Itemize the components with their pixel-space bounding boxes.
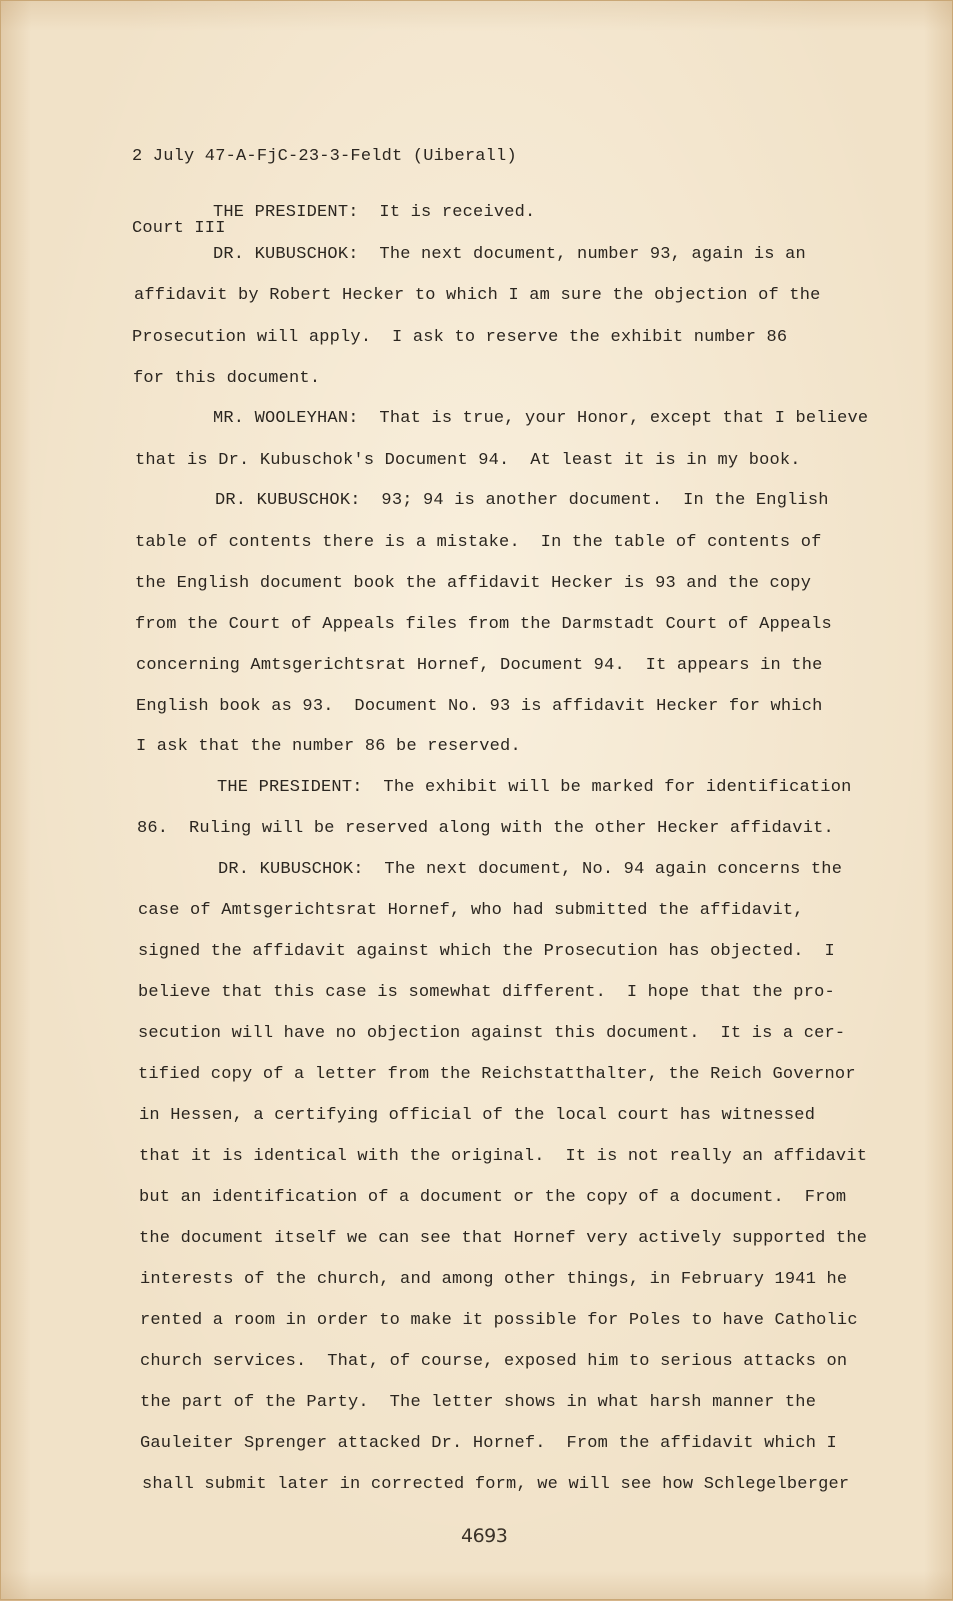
header-line-court: Court III — [132, 219, 226, 238]
transcript-line: 86. Ruling will be reserved along with the other Hecker affidavit. — [137, 819, 834, 838]
transcript-line: that it is identical with the original. It is not really an affidavit — [139, 1147, 868, 1166]
transcript-line: MR. WOOLEYHAN: That is true, your Honor, except that I believe — [213, 409, 869, 428]
transcript-line: I ask that the number 86 be reserved. — [136, 737, 521, 756]
transcript-line: THE PRESIDENT: The exhibit will be marked for identification — [217, 778, 852, 797]
transcript-line: in Hessen, a certifying official of the local court has witnessed — [139, 1106, 816, 1125]
transcript-line: DR. KUBUSCHOK: The next document, number 93, again is an — [213, 245, 806, 264]
transcript-line: the English document book the affidavit Hecker is 93 and the copy — [135, 574, 812, 593]
transcript-line: the part of the Party. The letter shows in what harsh manner the — [140, 1393, 817, 1412]
transcript-line: THE PRESIDENT: It is received. — [213, 203, 536, 222]
transcript-line: tified copy of a letter from the Reichstatthalter, the Reich Governor — [138, 1065, 856, 1084]
transcript-line: Prosecution will apply. I ask to reserve the exhibit number 86 — [132, 328, 788, 347]
transcript-line: English book as 93. Document No. 93 is affidavit Hecker for which — [136, 697, 823, 716]
transcript-line: signed the affidavit against which the Prosecution has objected. I — [138, 942, 835, 961]
transcript-line: secution will have no objection against this document. It is a cer- — [138, 1024, 846, 1043]
transcript-line: DR. KUBUSCHOK: The next document, No. 94 again concerns the — [218, 860, 843, 879]
transcript-line: table of contents there is a mistake. In the table of contents of — [135, 533, 822, 552]
transcript-line: from the Court of Appeals files from the Darmstadt Court of Appeals — [135, 615, 832, 634]
transcript-body — [1, 1, 953, 1601]
transcript-line: case of Amtsgerichtsrat Hornef, who had submitted the affidavit, — [138, 901, 804, 920]
transcript-line: concerning Amtsgerichtsrat Hornef, Document 94. It appears in the — [136, 656, 823, 675]
transcript-line: believe that this case is somewhat different. I hope that the pro- — [138, 983, 835, 1002]
transcript-line: shall submit later in corrected form, we will see how Schlegelberger — [142, 1475, 850, 1494]
page-number: 4693 — [461, 1525, 508, 1547]
header-line-date-reference: 2 July 47-A-FjC-23-3-Feldt (Uiberall) — [132, 147, 517, 166]
transcript-line: interests of the church, and among other things, in February 1941 he — [140, 1270, 848, 1289]
transcript-line: that is Dr. Kubuschok's Document 94. At least it is in my book. — [135, 451, 801, 470]
transcript-line: affidavit by Robert Hecker to which I am sure the objection of the — [134, 286, 821, 305]
transcript-line: the document itself we can see that Hornef very actively supported the — [139, 1229, 868, 1248]
transcript-line: DR. KUBUSCHOK: 93; 94 is another document. In the English — [215, 491, 829, 510]
transcript-line: for this document. — [133, 369, 321, 388]
transcript-line: church services. That, of course, exposed him to serious attacks on — [140, 1352, 848, 1371]
transcript-line: Gauleiter Sprenger attacked Dr. Hornef. From the affidavit which I — [140, 1434, 837, 1453]
transcript-line: rented a room in order to make it possible for Poles to have Catholic — [140, 1311, 858, 1330]
transcript-line: but an identification of a document or the copy of a document. From — [139, 1188, 847, 1207]
